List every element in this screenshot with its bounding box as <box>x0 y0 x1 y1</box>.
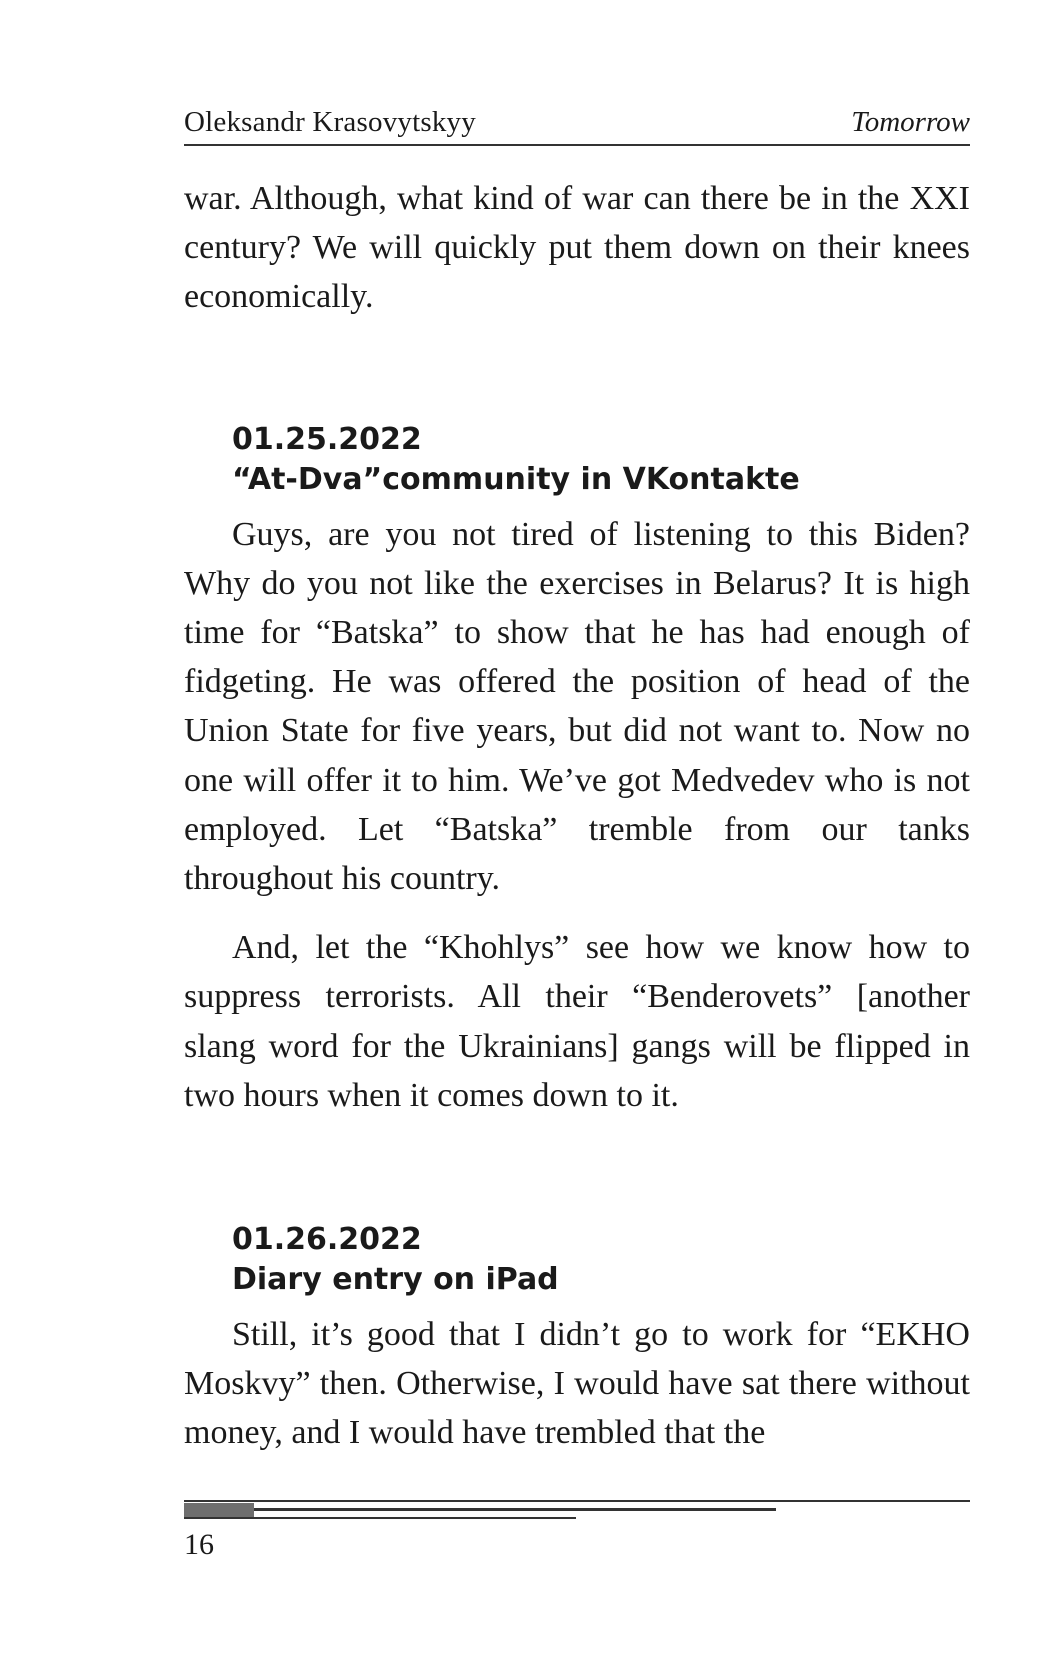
footer-rule-line <box>254 1508 776 1511</box>
continuation-paragraph: war. Although, what kind of war can there be in the XXI century? We will quickly put them down on their knees economically. <box>184 180 970 316</box>
entry-date: 01.25.2022 <box>232 421 422 457</box>
entry-body <box>184 510 970 1120</box>
footer-rule <box>184 1500 970 1520</box>
page-number: 16 <box>184 1528 214 1561</box>
entry-source: “At-Dva”community in VKontakte <box>232 461 800 497</box>
entry-paragraph: Still, it’s good that I didn’t go to work for “EKHO Moskvy” then. Otherwise, I would have sat there without money, and I would have trembled that the <box>184 1316 970 1452</box>
entry-date: 01.26.2022 <box>232 1222 422 1258</box>
page-body <box>184 174 970 1458</box>
entry-paragraph: And, let the “Khohlys” see how we know how to suppress terrorists. All their “Benderovets” [another slang word for the Ukrainians] gangs will be flipped in two hours when it comes down to it. <box>184 929 970 1114</box>
running-header <box>184 104 970 146</box>
footer-rule-line <box>184 1517 576 1519</box>
entry-body <box>184 1310 970 1458</box>
diary-entry <box>184 1220 970 1458</box>
entry-paragraph: Guys, are you not tired of listening to this Biden? Why do you not like the exercises in Belarus? It is high time for “Batska” to show that he has had enough of fidgeting. He was offered the position of head of the Union State for five years, but did not want to. Now no one will offer it to him. We’ve got Medvedev who is not employed. Let “Batska” tremble from our tanks throughout his country. <box>184 515 970 898</box>
footer-rule-block <box>184 1503 254 1517</box>
header-book-title: Tomorrow <box>851 106 970 138</box>
header-author: Oleksandr Krasovytskyy <box>184 106 476 138</box>
footer-rule-line <box>184 1500 970 1502</box>
diary-entry <box>184 420 970 1120</box>
entry-source: Diary entry on iPad <box>232 1262 559 1298</box>
